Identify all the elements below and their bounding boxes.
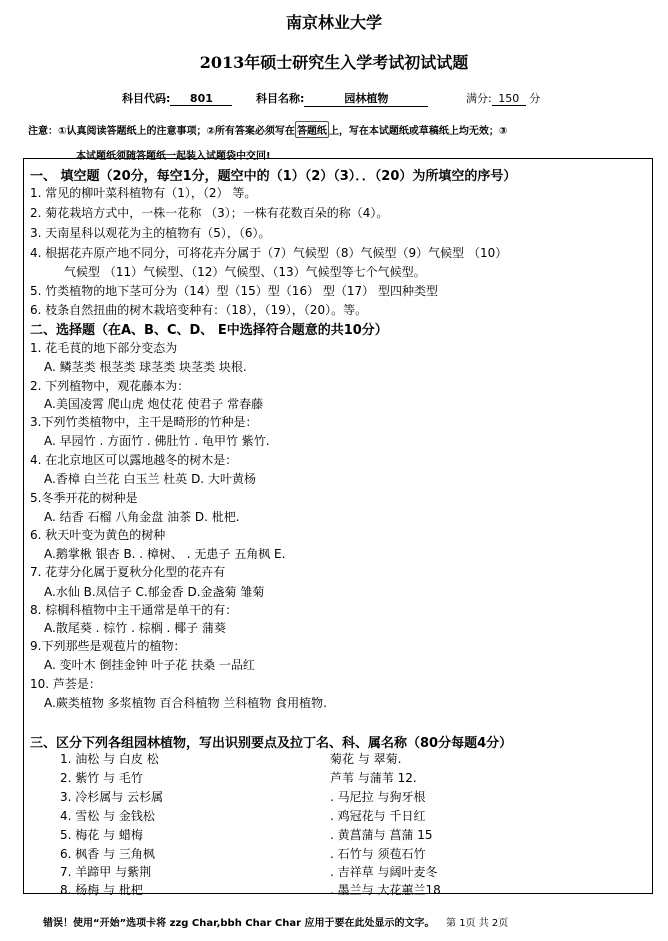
full-score-row [466,90,540,106]
choice-q2: 2. 下列植物中，观花藤本为： [30,379,190,393]
notice-line-2: 本试题纸须随答题纸一起装入试题袋中交回! [76,151,271,162]
pair-left: 1. 油松 与 白皮 松 [60,752,159,766]
choice-q3: 3.下列竹类植物中，主干是畸形的竹种是： [30,415,258,429]
choice-q4-options: A.香樟 白兰花 白玉兰 杜英 D. 大叶黄杨 [44,472,256,486]
choice-q8: 8. 棕榈科植物中主干通常是单干的有： [30,603,238,617]
footer [43,914,508,929]
choice-q5: 5.冬季开花的树种是 [30,491,138,505]
pair-left: 7. 羊蹄甲 与紫荆 [60,865,152,879]
fill-q3: 3. 天南星科以观花为主的植物有（5），（6）。 [30,226,271,240]
choice-q1-options: A. 鳞茎类 根茎类 球茎类 块茎类 块根. [44,360,247,374]
subject-code-label: 科目代码: [122,92,171,105]
notice-line-1 [28,121,507,138]
pair-left: 6. 枫香 与 三角枫 [60,847,155,861]
choice-q8-options: A.散尾葵 . 棕竹 . 棕榈 . 椰子 蒲葵 [44,621,226,635]
pair-right: . 马尼拉 与狗牙根 [330,790,426,804]
question-box [23,158,653,897]
choice-q1: 1. 花毛茛的地下部分变态为 [30,341,178,355]
choice-q6: 6. 秋天叶变为黄色的树种 [30,528,166,542]
footer-page-number: 第 1页 共 2页 [446,918,509,929]
choice-q6-options: A.鹅掌楸 银杏 B. . 樟树、 . 无患子 五角枫 E. [44,547,286,561]
pair-right: . 黄菖蒲与 菖蒲 15 [330,828,433,842]
notice-handwritten-answer-sheet: 答题纸 [295,121,329,138]
choice-q5-options: A. 结香 石榴 八角金盘 油茶 D. 枇杷. [44,510,240,524]
choice-q9: 9.下列那些是观苞片的植物： [30,639,186,653]
choice-q9-options: A. 变叶木 倒挂金钟 叶子花 扶桑 一品红 [44,658,255,672]
pair-right: . 鸡冠花与 千日红 [330,809,426,823]
full-score-unit: 分 [529,92,541,105]
pair-left: 5. 梅花 与 蜡梅 [60,828,143,842]
fill-q1: 1. 常见的柳叶菜科植物有（1），（2） 等。 [30,186,257,200]
choice-q10-options: A.蕨类植物 多浆植物 百合科植物 兰科植物 食用植物. [44,696,327,710]
footer-error-text: 错误！使用“开始”选项卡将 zzg Char,bbh Char Char 应用于要在此处显示的文字。 [43,918,435,929]
choice-q7: 7. 花芽分化属于夏秋分化型的花卉有 [30,565,226,579]
fill-q4-cont: 气候型 （11）气候型、（12）气候型、（13）气候型等七个气候型。 [64,265,426,279]
university-name: 南京林业大学 [285,13,382,32]
section-2-heading: 二、选择题（在A、B、C、D、 E中选择符合题意的共10分） [30,323,388,338]
subject-code-value: 801 [170,92,232,106]
section-3-heading: 三、区分下列各组园林植物，写出识别要点及拉丁名、科、属名称（80分每题4分） [30,736,513,751]
section-1-heading: 一、 填空题（20分，每空1分，题空中的（1）（2）（3）．．（20）为所填空的序号） [30,169,517,184]
choice-q10: 10. 芦荟是： [30,677,101,691]
pair-right: . 墨兰与 大花蕙兰18 [330,883,441,897]
choice-q2-options: A.美国凌霄 爬山虎 炮仗花 使君子 常春藤 [44,397,264,411]
full-score-label: 满分: [466,92,492,105]
subject-name-value: 园林植物 [304,90,428,107]
choice-q7-options: A.水仙 B.凤信子 C.郁金香 D.金盏菊 雏菊 [44,585,265,599]
pair-left: 8. 杨梅 与 枇杷 [60,883,143,897]
fill-q2: 2. 菊花栽培方式中，一株一花称 （3）；一株有花数百朵的称（4）。 [30,206,389,220]
choice-q3-options: A. 早园竹 . 方面竹 . 佛肚竹 . 龟甲竹 紫竹. [44,434,270,448]
full-score-value: 150 [492,92,526,106]
pair-left: 4. 雪松 与 金钱松 [60,809,155,823]
pair-right: 菊花 与 翠菊. [330,752,402,766]
notice-prefix: 注意：①认真阅读答题纸上的注意事项；②所有答案必须写在 [28,126,295,137]
notice-suffix: 上，写在本试题纸或草稿纸上均无效；③ [328,126,508,137]
pair-left: 3. 冷杉属与 云杉属 [60,790,164,804]
pair-right: . 石竹与 须苞石竹 [330,847,426,861]
subject-name-label: 科目名称: [256,92,305,105]
subject-name-row [256,90,428,107]
pair-left: 2. 紫竹 与 毛竹 [60,771,143,785]
pair-right: . 吉祥草 与阔叶麦冬 [330,865,438,879]
exam-title: 2013年硕士研究生入学考试初试试题 [199,53,469,72]
subject-code-row [122,90,232,106]
pair-right: 芦苇 与蒲苇 12. [330,771,417,785]
choice-q4: 4. 在北京地区可以露地越冬的树木是： [30,453,238,467]
fill-q5: 5. 竹类植物的地下茎可分为（14）型（15）型（16） 型（17） 型四种类型 [30,284,438,298]
fill-q4: 4. 根据花卉原产地不同分，可将花卉分属于（7）气候型（8）气候型（9）气候型 （10） [30,246,508,260]
fill-q6: 6. 枝条自然扭曲的树木栽培变种有：（18），（19），（20）。等。 [30,303,368,317]
